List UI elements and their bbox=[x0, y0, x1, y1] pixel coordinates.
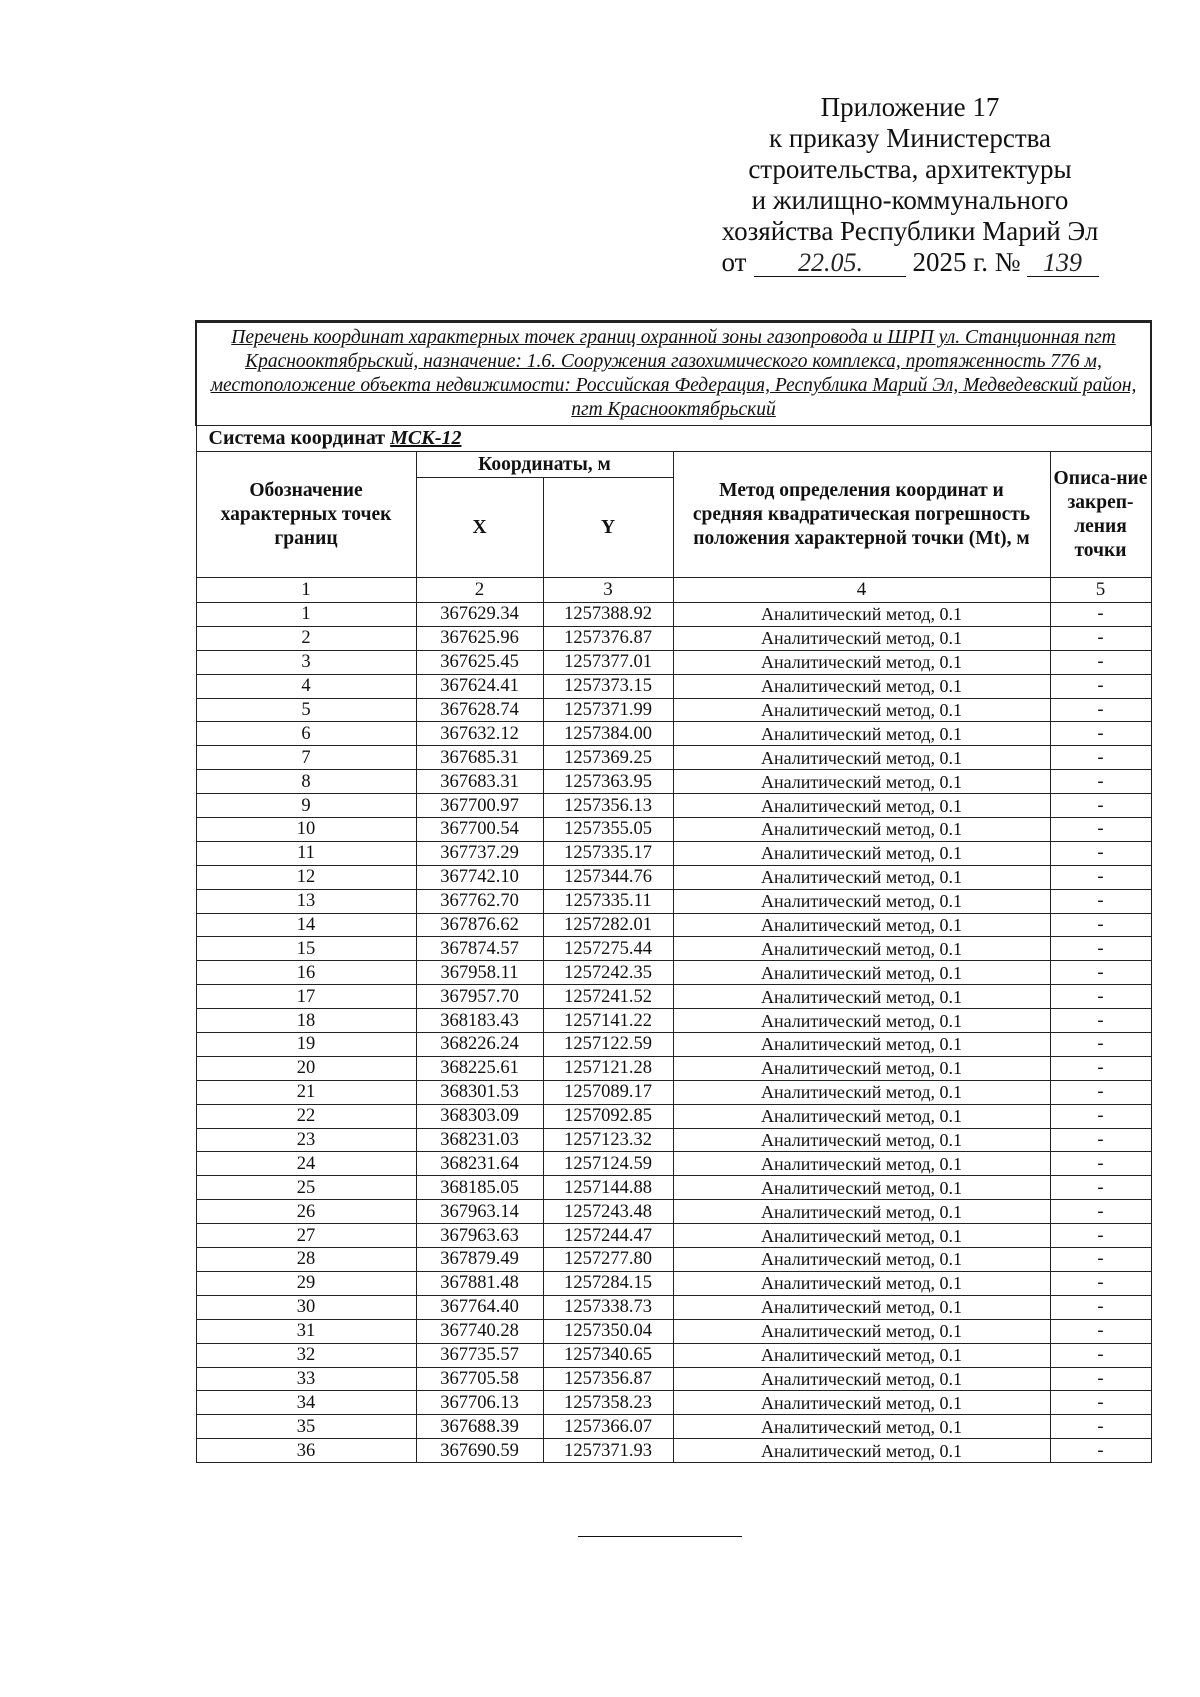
order-date: 22.05. bbox=[754, 250, 906, 277]
method-cell: Аналитический метод, 0.1 bbox=[673, 794, 1050, 818]
y-coordinate: 1257244.47 bbox=[543, 1224, 673, 1248]
method-cell: Аналитический метод, 0.1 bbox=[673, 961, 1050, 985]
table-row bbox=[196, 674, 1151, 698]
method-cell: Аналитический метод, 0.1 bbox=[673, 1391, 1050, 1415]
y-coordinate: 1257089.17 bbox=[543, 1080, 673, 1104]
x-coordinate: 367735.57 bbox=[416, 1343, 543, 1367]
x-coordinate: 367632.12 bbox=[416, 722, 543, 746]
table-row bbox=[196, 1128, 1151, 1152]
method-cell: Аналитический метод, 0.1 bbox=[673, 865, 1050, 889]
x-coordinate: 367690.59 bbox=[416, 1439, 543, 1463]
x-coordinate: 367685.31 bbox=[416, 746, 543, 770]
method-cell: Аналитический метод, 0.1 bbox=[673, 1009, 1050, 1033]
x-coordinate: 368226.24 bbox=[416, 1033, 543, 1057]
table-row bbox=[196, 1439, 1151, 1463]
order-reference-line: к приказу Министерства bbox=[768, 123, 1052, 153]
y-coordinate: 1257366.07 bbox=[543, 1415, 673, 1439]
column-number: 5 bbox=[1050, 578, 1151, 603]
point-number: 12 bbox=[196, 865, 416, 889]
x-coordinate: 367625.45 bbox=[416, 650, 543, 674]
column-number: 4 bbox=[673, 578, 1050, 603]
description-cell: - bbox=[1050, 937, 1151, 961]
table-row bbox=[196, 1391, 1151, 1415]
x-coordinate: 367963.63 bbox=[416, 1224, 543, 1248]
column-numbers-row bbox=[196, 578, 1151, 603]
table-row bbox=[196, 722, 1151, 746]
method-cell: Аналитический метод, 0.1 bbox=[673, 770, 1050, 794]
point-number: 1 bbox=[196, 603, 416, 627]
table-row bbox=[196, 1271, 1151, 1295]
point-number: 2 bbox=[196, 626, 416, 650]
x-coordinate: 368231.64 bbox=[416, 1152, 543, 1176]
point-number: 17 bbox=[196, 985, 416, 1009]
point-number: 23 bbox=[196, 1128, 416, 1152]
table-row bbox=[196, 698, 1151, 722]
description-cell: - bbox=[1050, 1415, 1151, 1439]
description-cell: - bbox=[1050, 770, 1151, 794]
point-number: 16 bbox=[196, 961, 416, 985]
point-number: 18 bbox=[196, 1009, 416, 1033]
description-cell: - bbox=[1050, 650, 1151, 674]
y-coordinate: 1257122.59 bbox=[543, 1033, 673, 1057]
description-cell: - bbox=[1050, 961, 1151, 985]
point-number: 13 bbox=[196, 889, 416, 913]
y-coordinate: 1257376.87 bbox=[543, 626, 673, 650]
point-number: 35 bbox=[196, 1415, 416, 1439]
method-cell: Аналитический метод, 0.1 bbox=[673, 1128, 1050, 1152]
y-coordinate: 1257121.28 bbox=[543, 1056, 673, 1080]
y-coordinate: 1257335.17 bbox=[543, 841, 673, 865]
description-cell: - bbox=[1050, 1319, 1151, 1343]
x-coordinate: 367700.97 bbox=[416, 794, 543, 818]
point-number: 31 bbox=[196, 1319, 416, 1343]
method-cell: Аналитический метод, 0.1 bbox=[673, 1415, 1050, 1439]
table-row bbox=[196, 1009, 1151, 1033]
y-coordinate: 1257243.48 bbox=[543, 1200, 673, 1224]
y-coordinate: 1257373.15 bbox=[543, 674, 673, 698]
description-cell: - bbox=[1050, 818, 1151, 842]
description-cell: - bbox=[1050, 1176, 1151, 1200]
y-coordinate: 1257377.01 bbox=[543, 650, 673, 674]
point-number: 14 bbox=[196, 913, 416, 937]
method-cell: Аналитический метод, 0.1 bbox=[673, 1056, 1050, 1080]
method-cell: Аналитический метод, 0.1 bbox=[673, 603, 1050, 627]
description-cell: - bbox=[1050, 722, 1151, 746]
table-row bbox=[196, 913, 1151, 937]
description-cell: - bbox=[1050, 1104, 1151, 1128]
description-cell: - bbox=[1050, 1128, 1151, 1152]
table-row bbox=[196, 1319, 1151, 1343]
point-number: 6 bbox=[196, 722, 416, 746]
x-coordinate: 367624.41 bbox=[416, 674, 543, 698]
point-number: 20 bbox=[196, 1056, 416, 1080]
column-number: 1 bbox=[196, 578, 416, 603]
ministry-line-1: строительства, архитектуры bbox=[748, 154, 1072, 184]
method-cell: Аналитический метод, 0.1 bbox=[673, 1033, 1050, 1057]
coordinates-table bbox=[195, 320, 1152, 1463]
x-coordinate: 367879.49 bbox=[416, 1248, 543, 1272]
method-cell: Аналитический метод, 0.1 bbox=[673, 698, 1050, 722]
table-row bbox=[196, 889, 1151, 913]
y-coordinate: 1257384.00 bbox=[543, 722, 673, 746]
description-cell: - bbox=[1050, 985, 1151, 1009]
x-coordinate: 367876.62 bbox=[416, 913, 543, 937]
description-cell: - bbox=[1050, 1224, 1151, 1248]
table-row bbox=[196, 1033, 1151, 1057]
table-row bbox=[196, 1248, 1151, 1272]
x-coordinate: 368303.09 bbox=[416, 1104, 543, 1128]
table-row bbox=[196, 818, 1151, 842]
description-cell: - bbox=[1050, 865, 1151, 889]
header-coordinates: Координаты, м bbox=[416, 452, 673, 478]
table-row bbox=[196, 1056, 1151, 1080]
description-cell: - bbox=[1050, 1343, 1151, 1367]
y-coordinate: 1257338.73 bbox=[543, 1295, 673, 1319]
coordinate-system-label: Система координат bbox=[208, 427, 386, 449]
y-coordinate: 1257242.35 bbox=[543, 961, 673, 985]
method-cell: Аналитический метод, 0.1 bbox=[673, 1295, 1050, 1319]
method-cell: Аналитический метод, 0.1 bbox=[673, 1152, 1050, 1176]
method-cell: Аналитический метод, 0.1 bbox=[673, 913, 1050, 937]
table-row bbox=[196, 937, 1151, 961]
document-header bbox=[690, 92, 1130, 278]
point-number: 21 bbox=[196, 1080, 416, 1104]
point-number: 4 bbox=[196, 674, 416, 698]
method-cell: Аналитический метод, 0.1 bbox=[673, 1367, 1050, 1391]
y-coordinate: 1257371.99 bbox=[543, 698, 673, 722]
table-row bbox=[196, 1295, 1151, 1319]
order-date-line bbox=[690, 247, 1130, 278]
table-row bbox=[196, 1200, 1151, 1224]
method-cell: Аналитический метод, 0.1 bbox=[673, 889, 1050, 913]
x-coordinate: 367628.74 bbox=[416, 698, 543, 722]
y-coordinate: 1257363.95 bbox=[543, 770, 673, 794]
table-row bbox=[196, 1080, 1151, 1104]
description-cell: - bbox=[1050, 674, 1151, 698]
description-cell: - bbox=[1050, 626, 1151, 650]
table-row bbox=[196, 746, 1151, 770]
y-coordinate: 1257141.22 bbox=[543, 1009, 673, 1033]
description-cell: - bbox=[1050, 841, 1151, 865]
y-coordinate: 1257358.23 bbox=[543, 1391, 673, 1415]
header-point: Обозначение характерных точек границ bbox=[196, 452, 416, 578]
y-coordinate: 1257123.32 bbox=[543, 1128, 673, 1152]
y-coordinate: 1257369.25 bbox=[543, 746, 673, 770]
table-row bbox=[196, 961, 1151, 985]
appendix-title: Приложение 17 bbox=[820, 92, 1000, 122]
point-number: 15 bbox=[196, 937, 416, 961]
x-coordinate: 367742.10 bbox=[416, 865, 543, 889]
point-number: 10 bbox=[196, 818, 416, 842]
point-number: 33 bbox=[196, 1367, 416, 1391]
method-cell: Аналитический метод, 0.1 bbox=[673, 1319, 1050, 1343]
x-coordinate: 367881.48 bbox=[416, 1271, 543, 1295]
point-number: 3 bbox=[196, 650, 416, 674]
method-cell: Аналитический метод, 0.1 bbox=[673, 1343, 1050, 1367]
x-coordinate: 367688.39 bbox=[416, 1415, 543, 1439]
coordinate-system-value: МСК-12 bbox=[390, 427, 462, 449]
header-y: Y bbox=[543, 478, 673, 578]
description-cell: - bbox=[1050, 889, 1151, 913]
description-cell: - bbox=[1050, 1295, 1151, 1319]
table-row bbox=[196, 794, 1151, 818]
x-coordinate: 368231.03 bbox=[416, 1128, 543, 1152]
point-number: 29 bbox=[196, 1271, 416, 1295]
point-number: 19 bbox=[196, 1033, 416, 1057]
column-number: 2 bbox=[416, 578, 543, 603]
header-x: X bbox=[416, 478, 543, 578]
table-row bbox=[196, 841, 1151, 865]
method-cell: Аналитический метод, 0.1 bbox=[673, 1248, 1050, 1272]
y-coordinate: 1257275.44 bbox=[543, 937, 673, 961]
column-number: 3 bbox=[543, 578, 673, 603]
table-row bbox=[196, 865, 1151, 889]
method-cell: Аналитический метод, 0.1 bbox=[673, 722, 1050, 746]
y-coordinate: 1257344.76 bbox=[543, 865, 673, 889]
table-row bbox=[196, 1343, 1151, 1367]
method-cell: Аналитический метод, 0.1 bbox=[673, 746, 1050, 770]
description-cell: - bbox=[1050, 1152, 1151, 1176]
method-cell: Аналитический метод, 0.1 bbox=[673, 650, 1050, 674]
x-coordinate: 368183.43 bbox=[416, 1009, 543, 1033]
point-number: 26 bbox=[196, 1200, 416, 1224]
point-number: 22 bbox=[196, 1104, 416, 1128]
method-cell: Аналитический метод, 0.1 bbox=[673, 841, 1050, 865]
method-cell: Аналитический метод, 0.1 bbox=[673, 1224, 1050, 1248]
x-coordinate: 367963.14 bbox=[416, 1200, 543, 1224]
y-coordinate: 1257356.13 bbox=[543, 794, 673, 818]
header-description: Описа-ние закреп-ления точки bbox=[1050, 452, 1151, 578]
y-coordinate: 1257340.65 bbox=[543, 1343, 673, 1367]
y-coordinate: 1257355.05 bbox=[543, 818, 673, 842]
description-cell: - bbox=[1050, 746, 1151, 770]
description-cell: - bbox=[1050, 1056, 1151, 1080]
point-number: 8 bbox=[196, 770, 416, 794]
table-row bbox=[196, 1367, 1151, 1391]
method-cell: Аналитический метод, 0.1 bbox=[673, 1439, 1050, 1463]
description-cell: - bbox=[1050, 698, 1151, 722]
description-cell: - bbox=[1050, 794, 1151, 818]
x-coordinate: 367958.11 bbox=[416, 961, 543, 985]
date-prefix: от bbox=[721, 247, 747, 277]
table-row bbox=[196, 603, 1151, 627]
header-method: Метод определения координат и средняя квадратическая погрешность положения характерной точки (Mt), м bbox=[673, 452, 1050, 578]
table-row bbox=[196, 1176, 1151, 1200]
x-coordinate: 367705.58 bbox=[416, 1367, 543, 1391]
coordinate-system-row bbox=[196, 426, 1151, 452]
order-number: 139 bbox=[1027, 250, 1099, 277]
method-cell: Аналитический метод, 0.1 bbox=[673, 1080, 1050, 1104]
table-row bbox=[196, 1415, 1151, 1439]
point-number: 24 bbox=[196, 1152, 416, 1176]
end-divider bbox=[578, 1536, 742, 1537]
y-coordinate: 1257282.01 bbox=[543, 913, 673, 937]
y-coordinate: 1257284.15 bbox=[543, 1271, 673, 1295]
table-row bbox=[196, 1152, 1151, 1176]
description-cell: - bbox=[1050, 603, 1151, 627]
ministry-line-2: и жилищно-коммунального bbox=[751, 185, 1069, 215]
point-number: 32 bbox=[196, 1343, 416, 1367]
y-coordinate: 1257388.92 bbox=[543, 603, 673, 627]
description-cell: - bbox=[1050, 913, 1151, 937]
x-coordinate: 367764.40 bbox=[416, 1295, 543, 1319]
method-cell: Аналитический метод, 0.1 bbox=[673, 985, 1050, 1009]
method-cell: Аналитический метод, 0.1 bbox=[673, 818, 1050, 842]
x-coordinate: 367737.29 bbox=[416, 841, 543, 865]
point-number: 28 bbox=[196, 1248, 416, 1272]
x-coordinate: 368301.53 bbox=[416, 1080, 543, 1104]
x-coordinate: 368185.05 bbox=[416, 1176, 543, 1200]
y-coordinate: 1257277.80 bbox=[543, 1248, 673, 1272]
point-number: 11 bbox=[196, 841, 416, 865]
point-number: 9 bbox=[196, 794, 416, 818]
y-coordinate: 1257335.11 bbox=[543, 889, 673, 913]
table-row bbox=[196, 650, 1151, 674]
x-coordinate: 367762.70 bbox=[416, 889, 543, 913]
y-coordinate: 1257371.93 bbox=[543, 1439, 673, 1463]
table-row bbox=[196, 770, 1151, 794]
description-cell: - bbox=[1050, 1200, 1151, 1224]
point-number: 25 bbox=[196, 1176, 416, 1200]
table-row bbox=[196, 1104, 1151, 1128]
y-coordinate: 1257356.87 bbox=[543, 1367, 673, 1391]
description-cell: - bbox=[1050, 1033, 1151, 1057]
x-coordinate: 367700.54 bbox=[416, 818, 543, 842]
x-coordinate: 367706.13 bbox=[416, 1391, 543, 1415]
x-coordinate: 367874.57 bbox=[416, 937, 543, 961]
point-number: 30 bbox=[196, 1295, 416, 1319]
ministry-line-3: хозяйства Республики Марий Эл bbox=[721, 216, 1099, 246]
point-number: 27 bbox=[196, 1224, 416, 1248]
table-caption: Перечень координат характерных точек границ охранной зоны газопровода и ШРП ул. Станционная пгт Краснооктябрьский, назначение: 1.6. Сооружения газохимического комплекса, протяженность 776 м, местоположение объекта недвижимости: Российская Федерация, Республика Марий Эл, Медведевский район, пгт Краснооктябрьский bbox=[196, 322, 1151, 426]
point-number: 5 bbox=[196, 698, 416, 722]
x-coordinate: 367957.70 bbox=[416, 985, 543, 1009]
point-number: 7 bbox=[196, 746, 416, 770]
y-coordinate: 1257092.85 bbox=[543, 1104, 673, 1128]
method-cell: Аналитический метод, 0.1 bbox=[673, 626, 1050, 650]
x-coordinate: 367683.31 bbox=[416, 770, 543, 794]
description-cell: - bbox=[1050, 1009, 1151, 1033]
method-cell: Аналитический метод, 0.1 bbox=[673, 674, 1050, 698]
x-coordinate: 367625.96 bbox=[416, 626, 543, 650]
point-number: 36 bbox=[196, 1439, 416, 1463]
description-cell: - bbox=[1050, 1248, 1151, 1272]
description-cell: - bbox=[1050, 1080, 1151, 1104]
description-cell: - bbox=[1050, 1271, 1151, 1295]
y-coordinate: 1257241.52 bbox=[543, 985, 673, 1009]
y-coordinate: 1257350.04 bbox=[543, 1319, 673, 1343]
table-row bbox=[196, 985, 1151, 1009]
description-cell: - bbox=[1050, 1367, 1151, 1391]
description-cell: - bbox=[1050, 1391, 1151, 1415]
description-cell: - bbox=[1050, 1439, 1151, 1463]
x-coordinate: 368225.61 bbox=[416, 1056, 543, 1080]
table-row bbox=[196, 1224, 1151, 1248]
y-coordinate: 1257124.59 bbox=[543, 1152, 673, 1176]
point-number: 34 bbox=[196, 1391, 416, 1415]
y-coordinate: 1257144.88 bbox=[543, 1176, 673, 1200]
year-text: 2025 г. № bbox=[912, 247, 1021, 277]
method-cell: Аналитический метод, 0.1 bbox=[673, 1200, 1050, 1224]
method-cell: Аналитический метод, 0.1 bbox=[673, 1176, 1050, 1200]
method-cell: Аналитический метод, 0.1 bbox=[673, 1104, 1050, 1128]
x-coordinate: 367740.28 bbox=[416, 1319, 543, 1343]
method-cell: Аналитический метод, 0.1 bbox=[673, 937, 1050, 961]
method-cell: Аналитический метод, 0.1 bbox=[673, 1271, 1050, 1295]
x-coordinate: 367629.34 bbox=[416, 603, 543, 627]
table-row bbox=[196, 626, 1151, 650]
